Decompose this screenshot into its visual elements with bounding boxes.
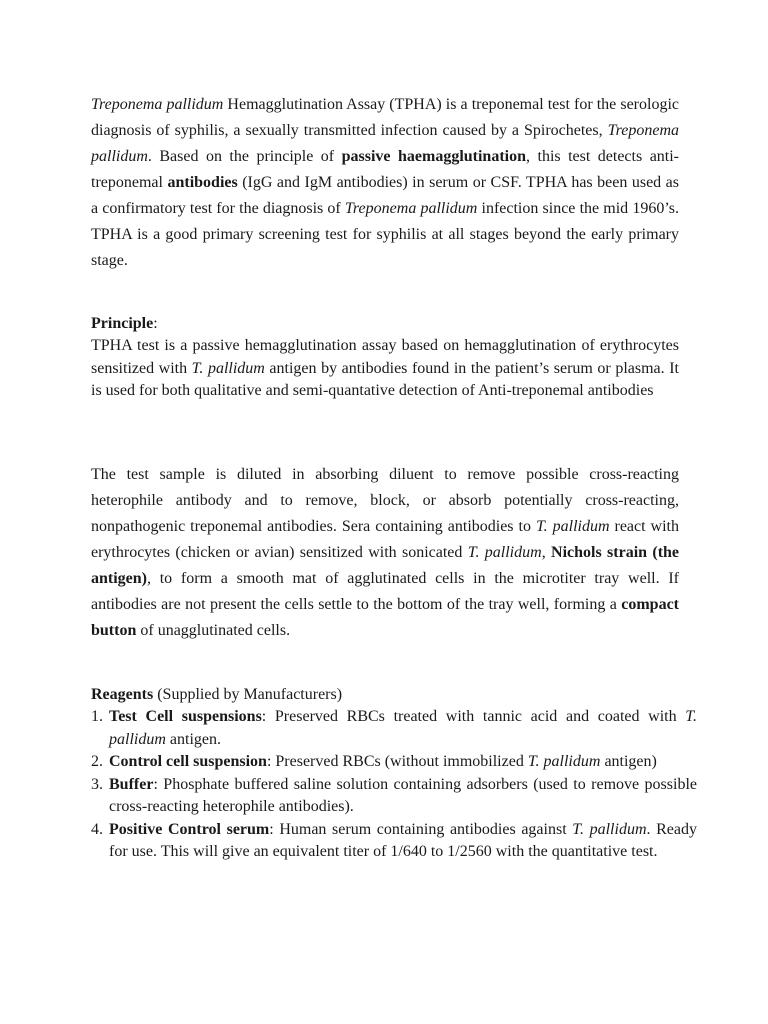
reagent-item bbox=[91, 751, 697, 774]
reagent-desc-end: antigen. bbox=[165, 730, 221, 748]
list-number: 2. bbox=[91, 753, 103, 770]
reagent-term: Test Cell suspensions bbox=[109, 708, 262, 725]
procedure-text-2: react with erythrocytes (chicken or avian) sensitized with sonicated bbox=[91, 518, 679, 561]
intro-paragraph bbox=[91, 92, 679, 274]
list-number: 4. bbox=[91, 820, 103, 838]
principle-heading-text: Principle bbox=[91, 315, 154, 332]
passive-haemagglutination-term: passive haemagglutination bbox=[341, 148, 527, 165]
reagent-desc: : Preserved RBCs treated with tannic acid and coated with bbox=[261, 708, 686, 725]
reagent-term: Control cell suspension bbox=[109, 753, 267, 770]
procedure-text-4: , to form a smooth mat of agglutinated cells in the microtiter tray well. If antibodies are not present the cells settle to the bottom of the tray well, forming a bbox=[91, 570, 679, 613]
reagent-desc-end: . Ready for use. This will give an equivalent titer of 1/640 to 1/2560 with the quantitative test. bbox=[109, 820, 698, 860]
procedure-paragraph bbox=[91, 462, 679, 644]
reagent-desc-end: antigen) bbox=[600, 753, 657, 770]
principle-paragraph bbox=[91, 335, 679, 403]
procedure-text-1: The test sample is diluted in absorbing diluent to remove possible cross-reacting heterophile antibody and to remove, block, or absorb potentially cross-reacting, nonpathogenic treponemal antibodies. Sera containing antibodies to bbox=[91, 466, 679, 535]
list-number: 3. bbox=[91, 775, 103, 793]
list-number: 1. bbox=[91, 708, 103, 725]
compact-button-term: compact button bbox=[91, 596, 679, 639]
organism-abbrev: T. pallidum bbox=[535, 518, 610, 535]
organism-name: Treponema pallidum bbox=[344, 200, 478, 217]
reagents-heading-note: (Supplied by Manufacturers) bbox=[153, 686, 343, 703]
reagent-term: Buffer bbox=[109, 775, 154, 793]
organism-abbrev: T. pallidum bbox=[572, 820, 647, 838]
procedure-text-3: , bbox=[541, 544, 552, 561]
organism-abbrev: T. pallidum bbox=[109, 708, 698, 748]
reagent-item bbox=[91, 706, 698, 751]
principle-text-1: TPHA test is a passive hemagglutination assay based on hemagglutination of erythrocytes sensitized with bbox=[91, 337, 679, 377]
intro-text-4: (IgG and IgM antibodies) in serum or CSF. TPHA has been used as a confirmatory test for the diagnosis of bbox=[91, 174, 679, 217]
reagents-heading-text: Reagents bbox=[91, 686, 154, 703]
intro-text-3: , this test detects anti-treponemal bbox=[91, 148, 680, 191]
nichols-strain-term: Nichols strain (the antigen) bbox=[91, 544, 680, 587]
organism-name: Treponema pallidum bbox=[91, 96, 224, 113]
procedure-text-5: of unagglutinated cells. bbox=[136, 622, 291, 639]
reagent-item bbox=[91, 774, 697, 819]
reagent-desc: : Human serum containing antibodies against bbox=[269, 820, 573, 838]
organism-abbrev: T. pallidum bbox=[467, 544, 542, 561]
reagents-list bbox=[91, 706, 697, 864]
reagent-term: Positive Control serum bbox=[109, 820, 270, 838]
organism-name: Treponema pallidum bbox=[91, 122, 679, 165]
intro-text-1: Hemagglutination Assay (TPHA) is a treponemal test for the serologic diagnosis of syphilis, a sexually transmitted infection caused by a Spirochetes, bbox=[91, 96, 679, 139]
reagents-heading bbox=[91, 684, 342, 706]
reagent-desc: : Preserved RBCs (without immobilized bbox=[266, 753, 528, 770]
antibodies-term: antibodies bbox=[167, 174, 238, 191]
reagent-item bbox=[91, 819, 698, 864]
organism-abbrev: T. pallidum bbox=[191, 359, 265, 377]
principle-heading bbox=[91, 313, 158, 335]
reagent-desc: : Phosphate buffered saline solution containing adsorbers (used to remove possible cross-reacting heterophile antibodies). bbox=[109, 775, 697, 815]
organism-abbrev: T. pallidum bbox=[527, 753, 601, 770]
intro-text-2: . Based on the principle of bbox=[147, 148, 342, 165]
principle-heading-colon: : bbox=[153, 315, 158, 332]
intro-text-5: infection since the mid 1960’s. TPHA is a good primary screening test for syphilis at all stages beyond the early primary stage. bbox=[91, 200, 679, 269]
principle-text-2: antigen by antibodies found in the patient’s serum or plasma. It is used for both qualitative and semi-quantative detection of Anti-treponemal antibodies bbox=[91, 359, 679, 399]
